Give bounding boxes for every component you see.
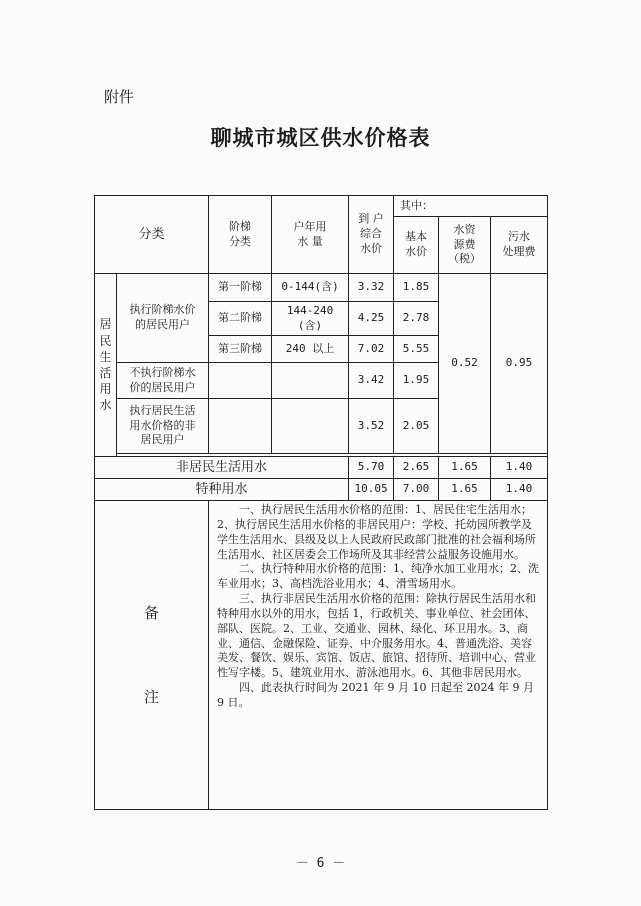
tier-name: 第二阶梯 — [209, 302, 272, 336]
tier-name: 第一阶梯 — [209, 274, 272, 302]
non-residential-basic-price: 2.65 — [394, 457, 439, 479]
special-total-price: 10.05 — [349, 479, 394, 501]
non-tiered-basic-price: 1.95 — [394, 363, 439, 399]
water-price-table — [94, 195, 548, 810]
header-sewage-fee: 污水 处理费 — [491, 217, 548, 274]
tier-basic-price: 2.78 — [394, 302, 439, 336]
table-row — [95, 479, 548, 501]
remark-paragraph: 一、执行居民生活用水价格的范围：1、居民住宅生活用水；2、执行居民生活用水价格的非居民用户：学校、托幼园所教学及学生生活用水、县级及以上人民政府民政部门批准的社会福利场所生活用水、社区居委会工作场所及其非经营公益服务设施用水。 — [217, 503, 537, 561]
residential-resource-fee: 0.52 — [439, 274, 491, 454]
header-among: 其中： — [394, 196, 548, 217]
non-tiered-label: 不执行阶梯水 价的居民用户 — [117, 363, 209, 399]
tier-basic-price: 1.85 — [394, 274, 439, 302]
non-residential-total-price: 5.70 — [349, 457, 394, 479]
non-residential-label: 非居民生活用水 — [95, 457, 349, 479]
tier-name: 第三阶梯 — [209, 336, 272, 363]
remark-paragraph: 二、执行特种用水价格的范围：1、纯净水加工业用水；2、洗车业用水；3、高档洗浴业用水；4、滑雪场用水。 — [217, 562, 540, 591]
remark-paragraph: 三、执行非居民生活用水价格的范围：除执行居民生活用水和特种用水以外的用水，包括 1，行政机关、事业单位、社会团体、部队、医院。2、工业、交通业、园林、绿化、环卫用水。3、商业、通信、金融保险、证券、中介服务用水。4、普通洗浴、美容美发、餐饮、娱乐、宾馆、饭店、旅馆、招待所、培训中心、营业性写字楼。5、建筑业用水、游泳池用水。6、其他非居民用水。 — [217, 592, 537, 680]
special-resource-fee: 1.65 — [439, 479, 491, 501]
tier-total-price: 4.25 — [349, 302, 394, 336]
special-water-label: 特种用水 — [95, 479, 349, 501]
residential-sewage-fee: 0.95 — [491, 274, 548, 454]
tier-volume: 0-144(含) — [272, 274, 349, 302]
remarks-row — [95, 501, 548, 810]
header-basic-price: 基本 水价 — [394, 217, 439, 274]
non-residential-resource-fee: 1.65 — [439, 457, 491, 479]
tier-total-price: 3.32 — [349, 274, 394, 302]
header-category: 分类 — [95, 196, 209, 274]
non-resident-rate-total-price: 3.52 — [349, 399, 394, 454]
remark-paragraph: 四、此表执行时间为 2021 年 9 月 10 日起至 2024 年 9 月 9 日。 — [217, 681, 534, 709]
header-tier: 阶梯 分类 — [209, 196, 272, 274]
table-row — [95, 457, 548, 479]
residential-label: 居 民 生 活 用 水 — [95, 274, 117, 457]
tier-volume: 240 以上 — [272, 336, 349, 363]
special-sewage-fee: 1.40 — [491, 479, 548, 501]
tiered-group-label: 执行阶梯水价 的居民用户 — [117, 274, 209, 363]
page-title: 聊城市城区供水价格表 — [210, 125, 431, 150]
special-basic-price: 7.00 — [394, 479, 439, 501]
page-number: － 6 － — [295, 856, 346, 871]
tier-total-price: 7.02 — [349, 336, 394, 363]
remarks-label: 备 注 — [95, 501, 209, 810]
header-total-price: 到 户 综合 水价 — [349, 196, 394, 274]
non-resident-rate-basic-price: 2.05 — [394, 399, 439, 454]
table-row — [95, 274, 548, 302]
non-resident-rate-label: 执行居民生活 用水价格的非 居民用户 — [117, 399, 209, 454]
remarks-text — [209, 501, 548, 810]
non-tiered-total-price: 3.42 — [349, 363, 394, 399]
attachment-label: 附件 — [104, 88, 135, 106]
header-annual-volume: 户年用 水 量 — [272, 196, 349, 274]
non-residential-sewage-fee: 1.40 — [491, 457, 548, 479]
tier-basic-price: 5.55 — [394, 336, 439, 363]
tier-volume: 144-240 (含) — [272, 302, 349, 336]
header-resource-fee: 水资 源费 （税） — [439, 217, 491, 274]
